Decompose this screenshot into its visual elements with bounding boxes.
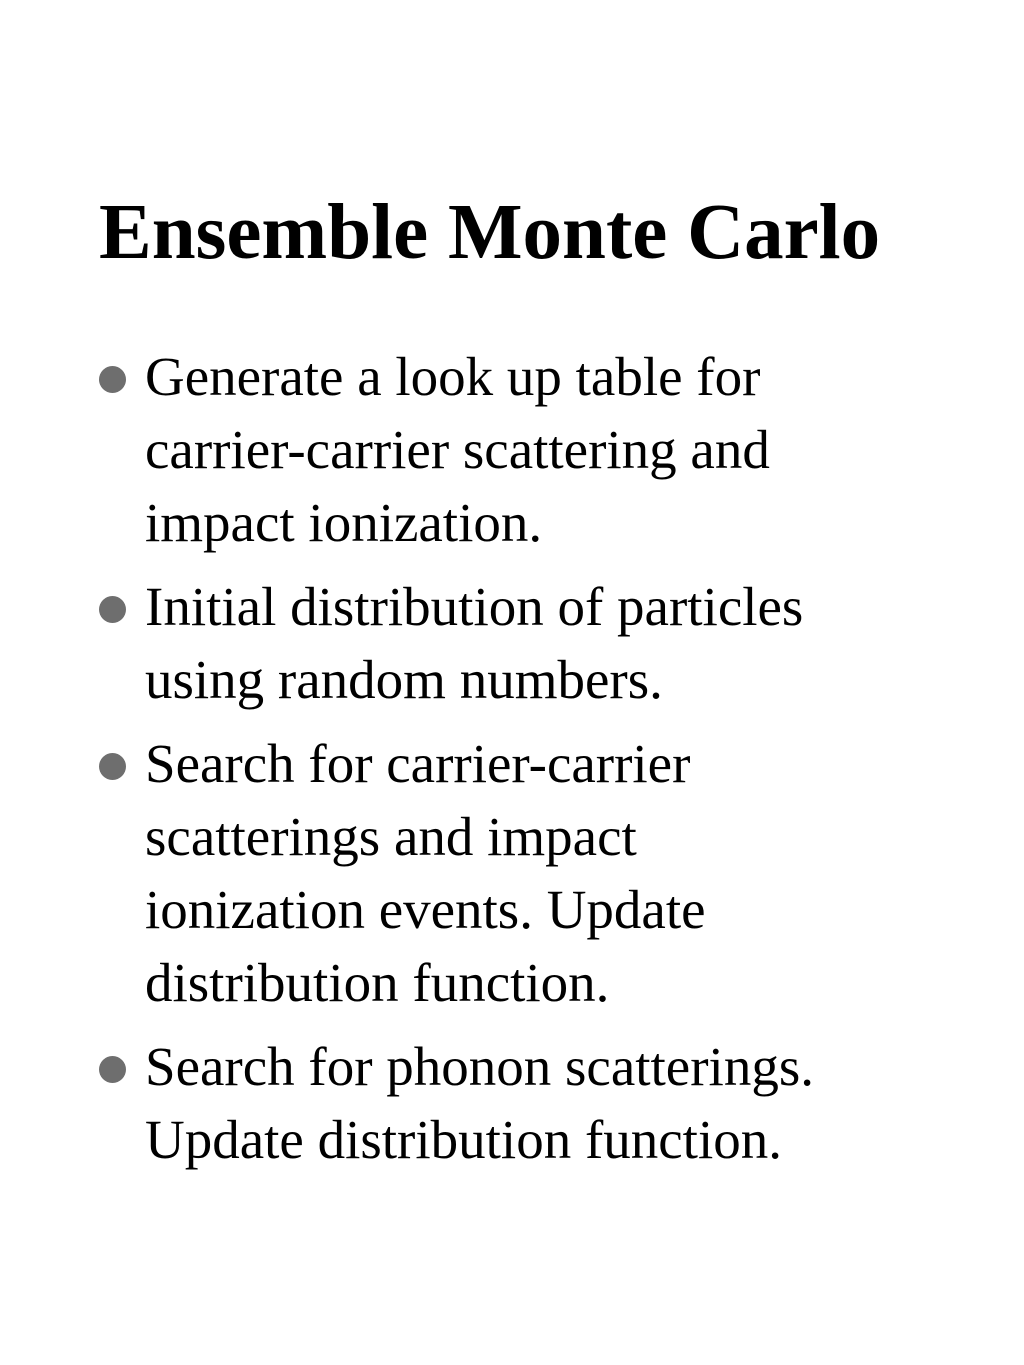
bullet-text-line: Search for phonon scatterings. <box>145 1036 814 1097</box>
bullet-text-line: Update distribution function. <box>145 1109 782 1170</box>
bullet-list <box>96 340 976 1187</box>
bullet-text-line: impact ionization. <box>145 492 543 553</box>
bullet-item <box>96 727 976 1019</box>
bullet-text-line: Search for carrier-carrier <box>145 733 691 794</box>
bullet-dot-icon <box>99 596 126 623</box>
bullet-text-line: ionization events. Update <box>145 879 706 940</box>
bullet-item <box>96 1030 976 1176</box>
bullet-text-line: distribution function. <box>145 952 610 1013</box>
bullet-text-line: scatterings and impact <box>145 806 637 867</box>
bullet-dot-icon <box>99 753 126 780</box>
bullet-text-line: carrier-carrier scattering and <box>145 419 770 480</box>
bullet-dot-icon <box>99 366 126 393</box>
bullet-item <box>96 340 976 559</box>
bullet-text-line: using random numbers. <box>145 649 663 710</box>
bullet-text-line: Generate a look up table for <box>145 346 761 407</box>
bullet-item <box>96 570 976 716</box>
bullet-text-line: Initial distribution of particles <box>145 576 804 637</box>
bullet-dot-icon <box>99 1056 126 1083</box>
slide-title: Ensemble Monte Carlo <box>99 189 881 276</box>
